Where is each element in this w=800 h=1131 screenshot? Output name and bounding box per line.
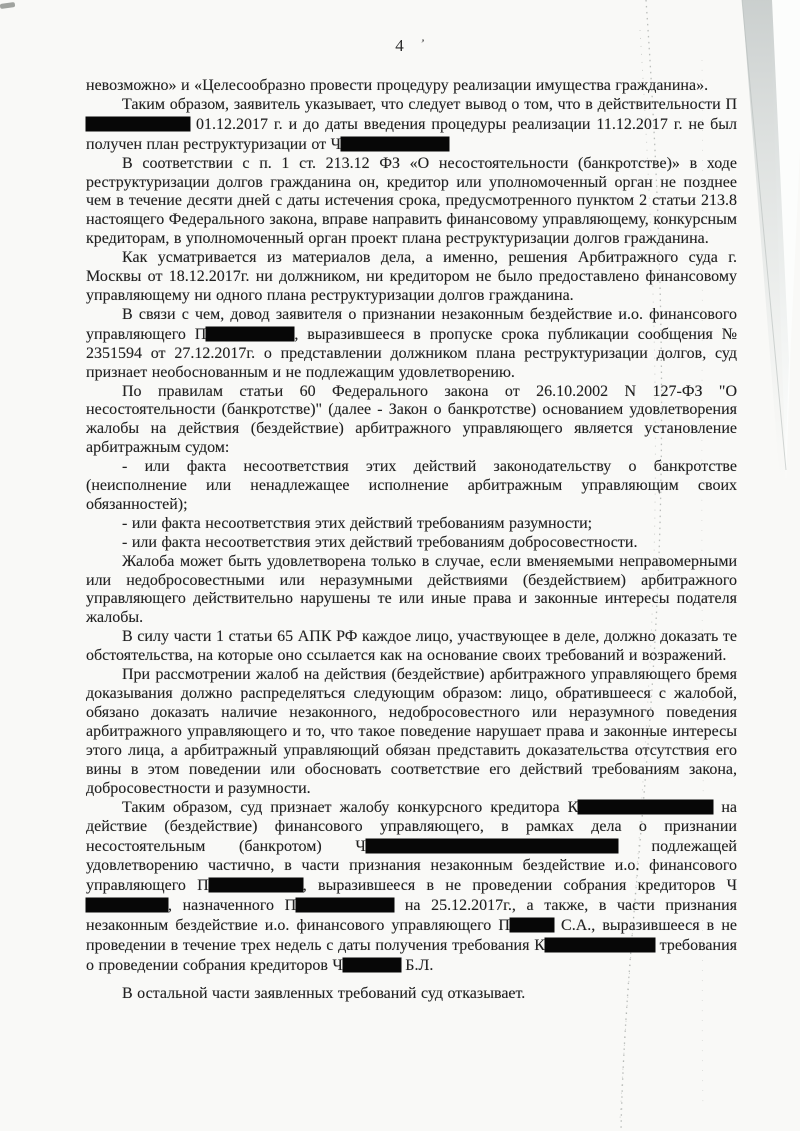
page-fold-edge-line: [742, 0, 786, 470]
redaction-bar: [206, 327, 294, 341]
page-number-row: [0, 36, 800, 56]
paragraph: В соответствии с п. 1 ст. 213.12 ФЗ «О несостоятельности (банкротстве)» в ходе реструктуризации долгов гражданина он, кредитор или уполномоченный орган не позднее чем в течение десяти дней с даты истечения срока, предусмотренного пунктом 2 статьи 213.8 настоящего Федерального закона, вправе направить финансовому управляющему, конкурсным кредиторам, в уполномоченный орган проект плана реструктуризации долгов гражданина.: [86, 154, 737, 248]
paragraph: При рассмотрении жалоб на действия (бездействие) арбитражного управляющего бремя доказывания должно распределяться следующим образом: лицо, обратившееся с жалобой, обязано доказать наличие незаконного, недобросовестного или неразумного поведения арбитражного управляющего и то, что такое поведение нарушает права и законные интересы этого лица, а арбитражный управляющий обязан представить доказательства отсутствия его вины в этом поведении или обосновать соответствие его действий требованиям закона, добросовестности и разумности.: [86, 666, 737, 797]
paragraph: Как усматривается из материалов дела, а именно, решения Арбитражного суда г. Москвы от 18.12.2017г. ни должником, ни кредитором не было предоставлено финансовому управляющему ни одного плана реструктуризации долгов гражданина.: [86, 249, 737, 304]
paragraph: Таким образом, суд признает жалобу конкурсного кредитора К на действие (бездействие) финансового управляющего, в рамках дела о признании несостоятельным (банкротом) Ч подлежащей удовлетворению частично, в части признания незаконным бездействие и.о. финансового управляющего П , выразившееся в не проведении собрания кредиторов Ч, назначенного П на 25.12.2017г., а также, в части признания незаконным бездействие и.о. финансового управляющего П С.А., выразившееся в не проведении в течение трех недель с даты получения требования К требования о проведении собрания кредиторов Ч Б.Л.: [86, 799, 738, 974]
paragraph: невозможно» и «Целесообразно провести процедуру реализации имущества гражданина».: [86, 77, 709, 94]
redaction-bar: [366, 839, 618, 853]
redaction-bar: [209, 878, 303, 892]
scanner-edge-mark: [0, 2, 15, 9]
page-number-stray-mark: ’: [418, 35, 427, 52]
redaction-bar: [510, 918, 554, 932]
paragraph: - или факта несоответствия этих действий требованиям добросовестности.: [122, 533, 638, 551]
page-fold-face: [770, 0, 800, 480]
paragraph: В остальной части заявленных требований суд отказывает.: [122, 984, 526, 1002]
paragraph: Жалоба может быть удовлетворена только в случае, если вменяемыми неправомерными или недобросовестными или неразумными действиями (бездействием) арбитражного управляющего действительно нарушены те или иные права и законные интересы подателя жалобы.: [86, 552, 737, 627]
redaction-bar: [341, 137, 449, 151]
redaction-bar: [86, 117, 190, 131]
redaction-bar: [578, 800, 713, 814]
paragraph: - или факта несоответствия этих действий законодательству о банкротстве (неисполнение или ненадлежащее исполнение арбитражным управляющим своих обязанностей);: [86, 458, 737, 513]
document-body: [86, 77, 737, 1004]
page-fold-shadow: [742, 0, 789, 480]
paragraph: В силу части 1 статьи 65 АПК РФ каждое лицо, участвующее в деле, должно доказать те обстоятельства, на которые оно ссылается как на основание своих требований и возражений.: [86, 628, 737, 665]
redaction-bar: [296, 898, 394, 912]
page-number: 4: [395, 36, 405, 55]
paragraph: В связи с чем, довод заявителя о признании незаконным бездействие и.о. финансового управляющего П , выразившееся в пропуске срока публикации сообщения № 2351594 от 27.12.2017г. о представлении должником плана реструктуризации долгов, суд признает необоснованным и не подлежащим удовлетворению.: [86, 305, 738, 381]
paragraph: По правилам статьи 60 Федерального закона от 26.10.2002 N 127-ФЗ "О несостоятельности (банкротстве)" (далее - Закон о банкротстве) основанием удовлетворения жалобы на действия (бездействие) арбитражного управляющего является установление арбитражным судом:: [86, 382, 737, 457]
paragraph: Таким образом, заявитель указывает, что следует вывод о том, что в действительности П 01.12.2017 г. и до даты введения процедуры реализации 11.12.2017 г. не был получен план реструктуризации от Ч: [86, 95, 737, 153]
redaction-bar: [545, 938, 655, 952]
redaction-bar: [343, 958, 401, 972]
redaction-bar: [86, 898, 168, 912]
paragraph: - или факта несоответствия этих действий требованиям разумности;: [122, 514, 593, 532]
